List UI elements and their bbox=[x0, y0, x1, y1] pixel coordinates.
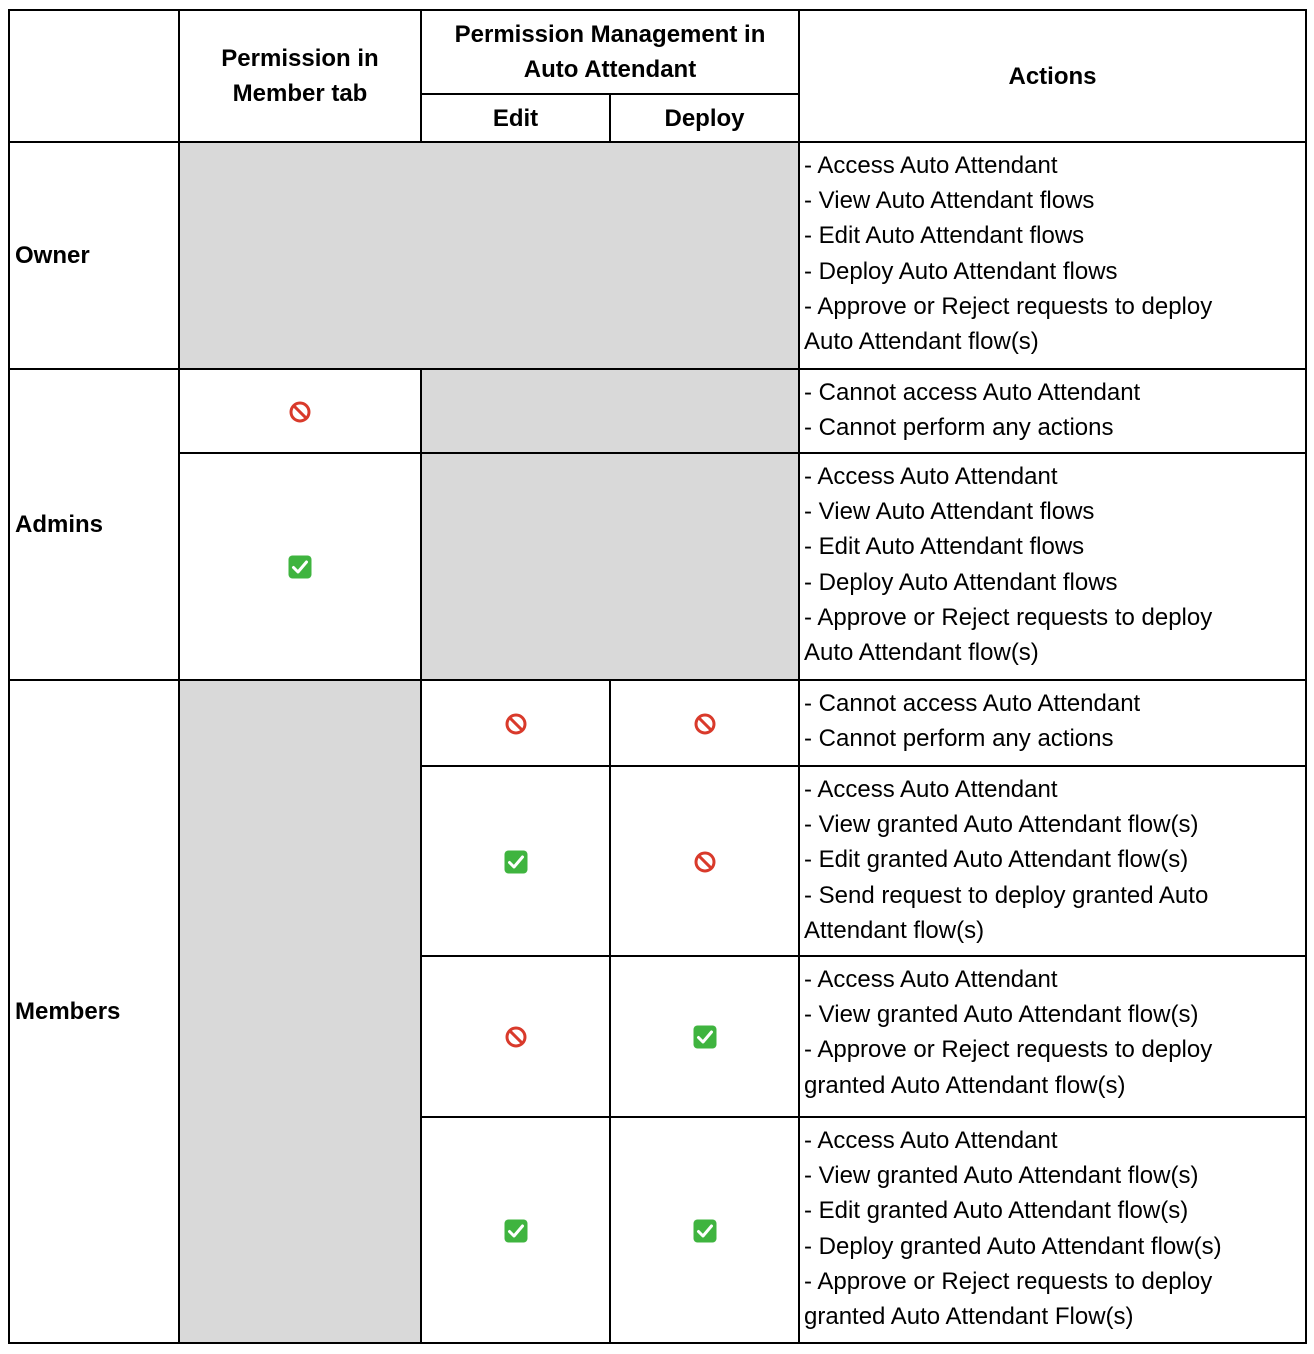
header-role-empty bbox=[9, 10, 179, 142]
action-line: - Approve or Reject requests to deploy bbox=[804, 1267, 1213, 1295]
members-deploy-denied bbox=[610, 680, 799, 766]
admins-permission-management-not-applicable bbox=[421, 453, 799, 680]
action-line: - View granted Auto Attendant flow(s) bbox=[804, 1001, 1199, 1029]
action-line: granted Auto Attendant flow(s) bbox=[804, 1071, 1126, 1099]
action-line: - Deploy Auto Attendant flows bbox=[804, 257, 1118, 285]
admins-actions-denied bbox=[799, 369, 1306, 453]
header-actions: Actions bbox=[799, 10, 1306, 142]
check-icon bbox=[693, 1025, 717, 1049]
action-line: - Edit Auto Attendant flows bbox=[804, 222, 1085, 250]
action-line: Attendant flow(s) bbox=[804, 916, 985, 944]
members-actions-deploy-only bbox=[799, 956, 1306, 1117]
check-icon bbox=[288, 555, 312, 579]
members-edit-granted bbox=[421, 1117, 610, 1343]
action-line: - Approve or Reject requests to deploy bbox=[804, 292, 1213, 320]
members-deploy-granted bbox=[610, 1117, 799, 1343]
role-owner: Owner bbox=[9, 142, 179, 369]
role-admins: Admins bbox=[9, 369, 179, 680]
action-line: - View granted Auto Attendant flow(s) bbox=[804, 811, 1199, 839]
action-line: - Cannot perform any actions bbox=[804, 725, 1114, 753]
action-line: - Edit Auto Attendant flows bbox=[804, 533, 1085, 561]
action-line: - Access Auto Attendant bbox=[804, 1127, 1058, 1154]
action-line: Auto Attendant flow(s) bbox=[804, 328, 1039, 356]
action-line: - Cannot perform any actions bbox=[804, 414, 1114, 442]
no-entry-icon bbox=[504, 712, 528, 736]
action-line: - View Auto Attendant flows bbox=[804, 187, 1095, 215]
action-line: granted Auto Attendant Flow(s) bbox=[804, 1303, 1134, 1331]
members-actions-edit-only bbox=[799, 766, 1306, 956]
header-permission-management: Permission Management in Auto Attendant bbox=[421, 10, 799, 94]
members-deploy-granted bbox=[610, 956, 799, 1117]
check-icon bbox=[504, 850, 528, 874]
action-line: - View Auto Attendant flows bbox=[804, 498, 1095, 526]
check-icon bbox=[693, 1219, 717, 1243]
action-line: - Cannot access Auto Attendant bbox=[804, 690, 1141, 717]
members-deploy-denied bbox=[610, 766, 799, 956]
action-line: Auto Attendant flow(s) bbox=[804, 639, 1039, 667]
no-entry-icon bbox=[504, 1025, 528, 1049]
action-line: - Edit granted Auto Attendant flow(s) bbox=[804, 846, 1189, 874]
check-icon bbox=[504, 1219, 528, 1243]
action-line: - Deploy granted Auto Attendant flow(s) bbox=[804, 1232, 1222, 1260]
permissions-table bbox=[8, 9, 1307, 1344]
admins-actions-granted bbox=[799, 453, 1306, 680]
no-entry-icon bbox=[693, 850, 717, 874]
action-line: - Approve or Reject requests to deploy bbox=[804, 1036, 1213, 1064]
permissions-table-wrapper bbox=[8, 9, 1307, 1344]
action-line: - Cannot access Auto Attendant bbox=[804, 379, 1141, 406]
header-member-tab: Permission in Member tab bbox=[179, 10, 421, 142]
members-edit-granted bbox=[421, 766, 610, 956]
members-edit-denied bbox=[421, 680, 610, 766]
header-deploy: Deploy bbox=[610, 94, 799, 142]
owner-actions bbox=[799, 142, 1306, 369]
no-entry-icon bbox=[693, 712, 717, 736]
action-line: - Approve or Reject requests to deploy bbox=[804, 603, 1213, 631]
action-line: - Send request to deploy granted Auto bbox=[804, 881, 1209, 909]
members-actions-edit-and-deploy bbox=[799, 1117, 1306, 1343]
role-members: Members bbox=[9, 680, 179, 1343]
action-line: - Edit granted Auto Attendant flow(s) bbox=[804, 1197, 1189, 1225]
admins-permission-management-not-applicable bbox=[421, 369, 799, 453]
action-line: - Access Auto Attendant bbox=[804, 966, 1058, 993]
admins-member-tab-denied bbox=[179, 369, 421, 453]
action-line: - View granted Auto Attendant flow(s) bbox=[804, 1162, 1199, 1190]
header-edit: Edit bbox=[421, 94, 610, 142]
action-line: - Deploy Auto Attendant flows bbox=[804, 568, 1118, 596]
action-line: - Access Auto Attendant bbox=[804, 776, 1058, 803]
admins-member-tab-granted bbox=[179, 453, 421, 680]
members-member-tab-not-applicable bbox=[179, 680, 421, 1343]
no-entry-icon bbox=[288, 400, 312, 424]
owner-permissions-not-applicable bbox=[179, 142, 799, 369]
members-edit-denied bbox=[421, 956, 610, 1117]
action-line: - Access Auto Attendant bbox=[804, 463, 1058, 490]
members-actions-none bbox=[799, 680, 1306, 766]
action-line: - Access Auto Attendant bbox=[804, 152, 1058, 179]
